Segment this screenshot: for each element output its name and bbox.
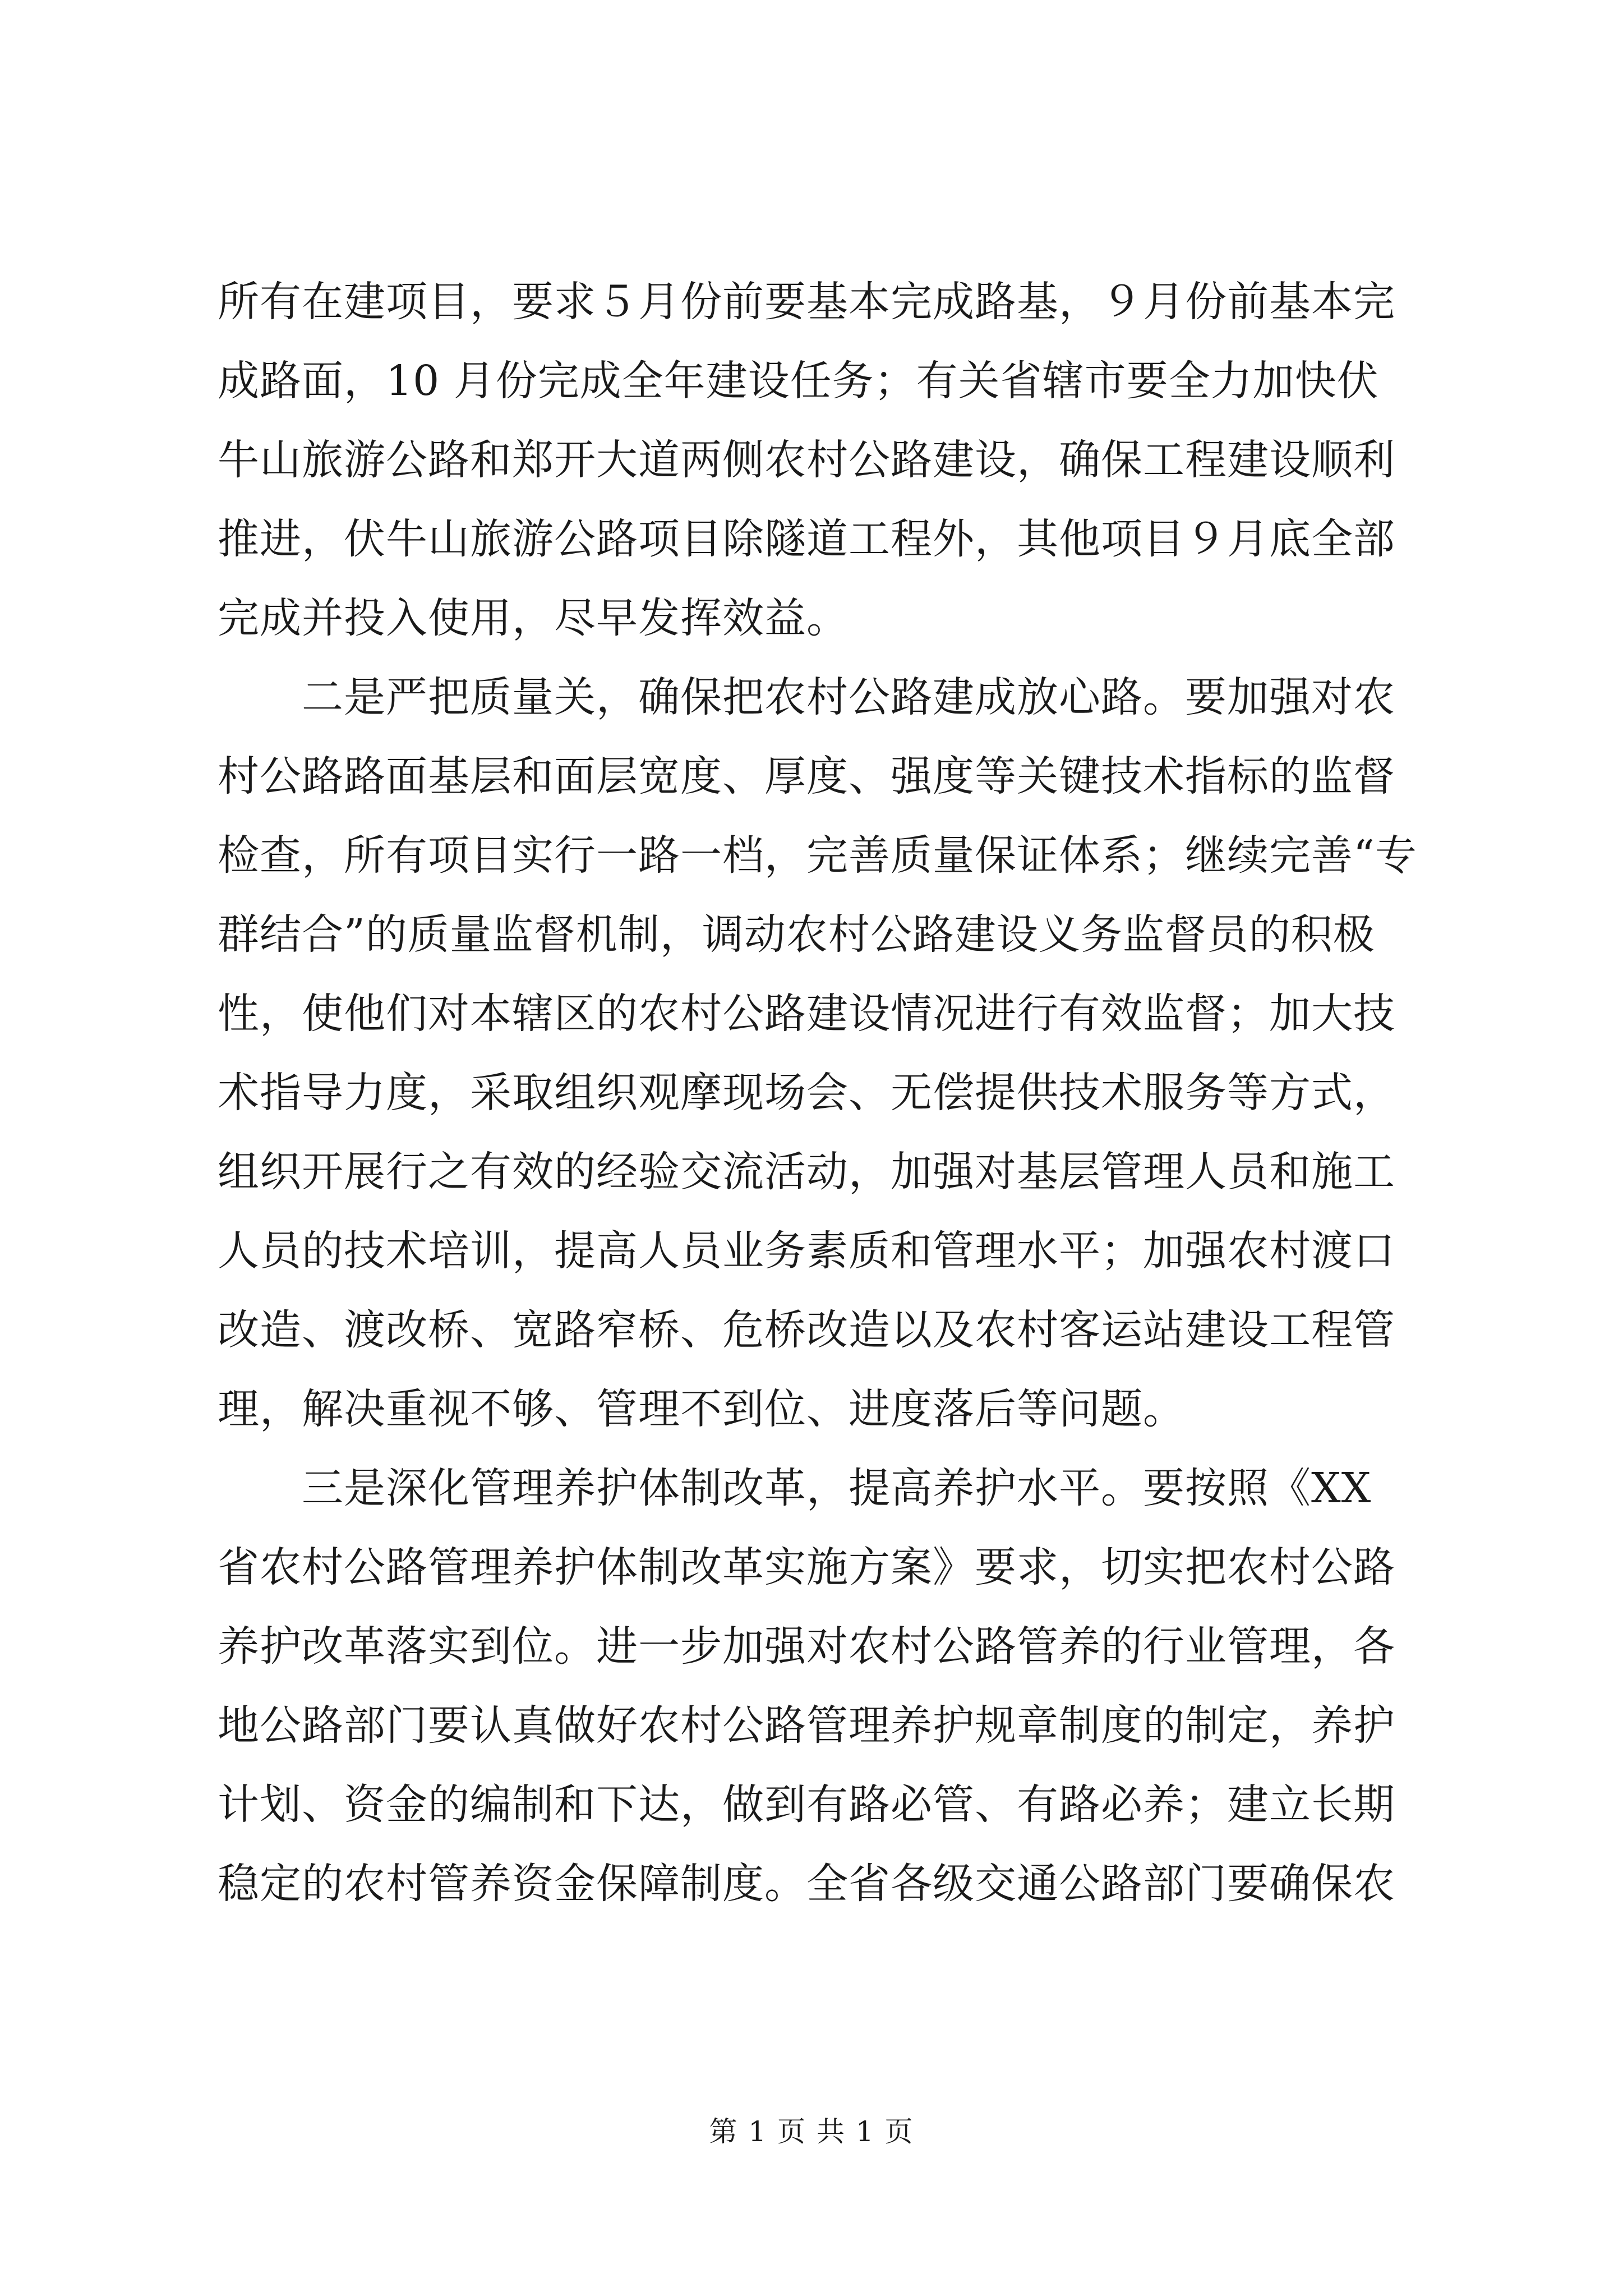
text-line: 成路面，10 月份完成全年建设任务；有关省辖市要全力加快伏 <box>218 357 1379 405</box>
text-line: 性，使他们对本辖区的农村公路建设情况进行有效监督；加大技 <box>218 990 1395 1038</box>
text-line: 术指导力度，采取组织观摩现场会、无偿提供技术服务等方式， <box>218 1069 1395 1117</box>
text-line: 人员的技术培训，提高人员业务素质和管理水平；加强农村渡口 <box>218 1227 1395 1275</box>
text-line: 省农村公路管理养护体制改革实施方案》要求，切实把农村公路 <box>218 1543 1395 1591</box>
text-line: 二是严把质量关，确保把农村公路建成放心路。要加强对农 <box>218 673 1395 721</box>
text-line: 推进，伏牛山旅游公路项目除隧道工程外，其他项目９月底全部 <box>218 515 1395 563</box>
text-line: 所有在建项目，要求５月份前要基本完成路基，９月份前基本完 <box>218 278 1395 326</box>
text-line: 养护改革落实到位。进一步加强对农村公路管养的行业管理，各 <box>218 1622 1395 1671</box>
text-line: 村公路路面基层和面层宽度、厚度、强度等关键技术指标的监督 <box>218 752 1395 800</box>
page-number-footer: 第 1 页 共 1 页 <box>709 2115 914 2148</box>
document-body <box>218 263 1417 1924</box>
text-line: 组织开展行之有效的经验交流活动，加强对基层管理人员和施工 <box>218 1148 1395 1196</box>
text-line: 群结合”的质量监督机制，调动农村公路建设义务监督员的积极 <box>218 910 1375 959</box>
text-line: 地公路部门要认真做好农村公路管理养护规章制度的制定，养护 <box>218 1701 1395 1750</box>
text-line: 改造、渡改桥、宽路窄桥、危桥改造以及农村客运站建设工程管 <box>218 1306 1395 1354</box>
text-line: 计划、资金的编制和下达，做到有路必管、有路必养；建立长期 <box>218 1780 1395 1829</box>
text-line: 稳定的农村管养资金保障制度。全省各级交通公路部门要确保农 <box>218 1860 1395 1908</box>
text-line: 完成并投入使用，尽早发挥效益。 <box>218 594 849 642</box>
text-line: 理，解决重视不够、管理不到位、进度落后等问题。 <box>218 1385 1185 1433</box>
text-line: 三是深化管理养护体制改革，提高养护水平。要按照《XX <box>218 1464 1372 1512</box>
text-line: 检查，所有项目实行一路一档，完善质量保证体系；继续完善“专 <box>218 831 1417 880</box>
text-line: 牛山旅游公路和郑开大道两侧农村公路建设，确保工程建设顺利 <box>218 436 1395 484</box>
